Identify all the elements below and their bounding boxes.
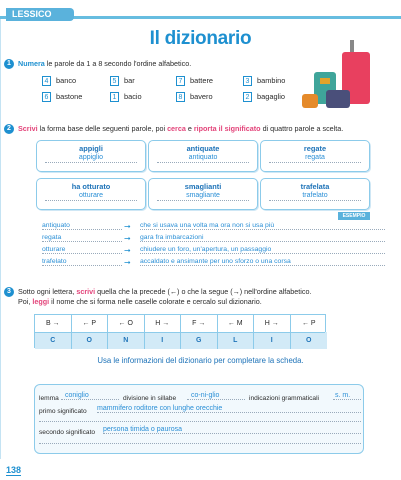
card-word: regate (303, 144, 327, 153)
letter-answer[interactable]: O (291, 332, 328, 349)
definition-text[interactable]: accaldato e ansimante per uno sforzo o una corsa (140, 258, 385, 266)
definition-word[interactable]: antiquato (42, 222, 122, 230)
esempio-badge: ESEMPIO (338, 212, 370, 220)
arrow-right-icon: ➞ (124, 246, 131, 255)
grammar-label: indicazioni grammaticali (249, 395, 319, 402)
ex3-text-2b: il nome che si forma nelle caselle colorate e cercalo sul dizionario. (51, 297, 262, 306)
word-label: bacio (124, 92, 142, 101)
first-meaning-field[interactable]: mammifero roditore con lunghe orecchie (97, 405, 361, 413)
letter-answer[interactable]: G (181, 332, 218, 349)
word-card (260, 178, 370, 210)
ex2-text-2: e (187, 124, 192, 133)
word-label: battere (190, 76, 214, 85)
word-number-box[interactable]: 1 (110, 92, 119, 102)
letter-answer[interactable]: C (35, 332, 72, 349)
card-answer[interactable]: smagliante (157, 192, 249, 201)
suitcases-illustration (300, 38, 376, 110)
letter-answer[interactable]: L (218, 332, 255, 349)
blank-line[interactable] (39, 443, 361, 444)
letter-clue: F → (181, 315, 218, 332)
ex1-instr-text: le parole da 1 a 8 secondo l'ordine alfabetico. (46, 59, 192, 68)
letter-clue: ← M (218, 315, 255, 332)
letter-answer[interactable]: I (254, 332, 291, 349)
card-answer[interactable]: appiglio (45, 154, 137, 163)
orange-case (302, 94, 318, 108)
second-meaning-field[interactable]: persona timida o paurosa (103, 426, 361, 434)
exercise-3-number: 3 (4, 287, 14, 297)
card-answer[interactable]: trafelato (269, 192, 361, 201)
word-label: bastone (56, 92, 83, 101)
definition-word[interactable]: trafelato (42, 258, 122, 266)
handle (350, 40, 354, 52)
word-label: bavero (190, 92, 213, 101)
letter-clue: H → (145, 315, 182, 332)
letter-answer[interactable]: I (145, 332, 182, 349)
word-label: bambino (257, 76, 286, 85)
letter-sequence-table (34, 314, 326, 348)
grammar-field[interactable]: s. m. (333, 392, 361, 400)
page-title: Il dizionario (149, 28, 252, 49)
ex2-text-1: la forma base delle seguenti parole, poi (39, 124, 166, 133)
word-card (148, 140, 258, 172)
card-word: trafelata (300, 182, 330, 191)
card-answer[interactable]: regata (269, 154, 361, 163)
letter-answer[interactable]: N (108, 332, 145, 349)
card-word: appigli (79, 144, 103, 153)
left-margin-rule (0, 19, 1, 459)
word-card (36, 178, 146, 210)
syllables-label: divisione in sillabe (123, 395, 177, 402)
card-word: smaglianti (184, 182, 222, 191)
card-answer[interactable]: otturare (45, 192, 137, 201)
word-number-box[interactable]: 6 (42, 92, 51, 102)
word-card (148, 178, 258, 210)
word-number-box[interactable]: 8 (176, 92, 185, 102)
letter-clue: ← P (301, 320, 316, 327)
exercise-2-instruction (18, 124, 398, 134)
arrow-right-icon: ➞ (124, 234, 131, 243)
word-label: bar (124, 76, 135, 85)
word-number-box[interactable]: 4 (42, 76, 51, 86)
definition-text[interactable]: chiudere un foro, un'apertura, un passaggio (140, 246, 385, 254)
ex3-verb-1: scrivi (76, 287, 96, 296)
first-meaning-label: primo significato (39, 408, 87, 415)
ex1-verb: Numera (18, 59, 45, 68)
letter-clue: ← O (108, 315, 145, 332)
exercise-2-number: 2 (4, 124, 14, 134)
arrow-right-icon: ➞ (124, 222, 131, 231)
word-number-box[interactable]: 5 (110, 76, 119, 86)
ex3-text-2a: Poi, (18, 297, 31, 306)
page-number: 138 (6, 465, 22, 475)
lemma-label: lemma (39, 395, 59, 402)
use-info-instruction: Usa le informazioni del dizionario per completare la scheda. (97, 356, 304, 365)
definition-text[interactable]: gara fra imbarcazioni (140, 234, 385, 242)
exercise-1-number: 1 (4, 59, 14, 69)
letter-clue: B → (35, 315, 72, 332)
exercise-3-instruction-2 (18, 297, 262, 307)
lemma-field[interactable]: coniglio (61, 392, 119, 400)
ex3-text-1b: quella che la precede (←) o che la segue (→) nell'ordine alfabetico. (97, 287, 312, 296)
bag-pocket (320, 78, 330, 84)
second-meaning-label: secondo significato (39, 429, 96, 436)
word-number-box[interactable]: 7 (176, 76, 185, 86)
syllables-field[interactable]: co-ni-glio (187, 392, 245, 400)
dark-case (326, 90, 350, 108)
definition-word[interactable]: otturare (42, 246, 122, 254)
ex2-verb-1: Scrivi (18, 124, 38, 133)
letter-clue: ← P (72, 315, 109, 332)
table-divider (35, 332, 325, 333)
ex2-verb-3: riporta il significato (193, 124, 261, 133)
section-tag: LESSICO (6, 8, 74, 21)
exercise-3-instruction-1 (18, 287, 311, 297)
exercise-1-instruction (18, 59, 191, 69)
letter-clue: H → (254, 315, 291, 332)
word-number-box[interactable]: 3 (243, 76, 252, 86)
dictionary-card (34, 384, 364, 454)
card-word: antiquate (186, 144, 220, 153)
definition-word[interactable]: regata (42, 234, 122, 242)
ex2-verb-2: cerca (167, 124, 186, 133)
ex2-text-3: di quattro parole a scelta. (262, 124, 344, 133)
arrow-right-icon: ➞ (124, 258, 131, 267)
blank-line[interactable] (39, 421, 361, 422)
word-card (36, 140, 146, 172)
card-answer[interactable]: antiquato (157, 154, 249, 163)
ex3-verb-2: leggi (32, 297, 50, 306)
word-label: bagaglio (257, 92, 285, 101)
card-word: ha otturato (71, 182, 111, 191)
word-label: banco (56, 76, 77, 85)
ex3-text-1a: Sotto ogni lettera, (18, 287, 75, 296)
word-number-box[interactable]: 2 (243, 92, 252, 102)
definition-text[interactable]: che si usava una volta ma ora non si usa più (140, 222, 385, 230)
letter-answer[interactable]: O (72, 332, 109, 349)
word-card (260, 140, 370, 172)
